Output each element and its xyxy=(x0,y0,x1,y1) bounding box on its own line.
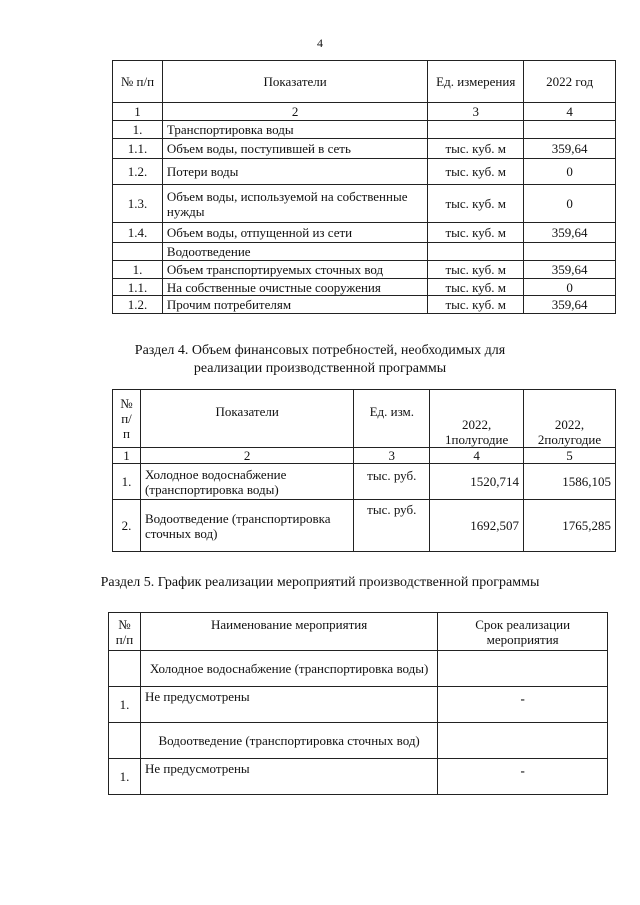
row-number: 1.2. xyxy=(113,296,163,314)
row-term: - xyxy=(438,759,608,795)
financial-needs-table xyxy=(112,389,616,552)
table-row xyxy=(113,159,616,185)
col-header-h2: 2022, 2полугодие xyxy=(524,390,616,448)
row-name: Транспортировка воды xyxy=(162,121,427,139)
row-h1: 1692,507 xyxy=(430,500,524,552)
row-value: 0 xyxy=(524,159,616,185)
col-header-indicator: Показатели xyxy=(140,390,353,448)
col-header-h1: 2022, 1полугодие xyxy=(430,390,524,448)
empty-cell xyxy=(109,723,141,759)
schedule-table xyxy=(108,612,608,795)
col-header-activity: Наименование мероприятия xyxy=(140,613,437,651)
table-row xyxy=(113,121,616,139)
row-number: 1. xyxy=(113,121,163,139)
row-value: 359,64 xyxy=(524,139,616,159)
group-title: Водоотведение (транспортировка сточных вод) xyxy=(140,723,437,759)
row-name: Потери воды xyxy=(162,159,427,185)
col-header-unit: Ед. изм. xyxy=(354,390,430,448)
col-index: 1 xyxy=(113,448,141,464)
row-number: 1. xyxy=(109,687,141,723)
row-name: Объем воды, отпущенной из сети xyxy=(162,223,427,243)
col-header-year: 2022 год xyxy=(524,61,616,103)
table-row xyxy=(113,261,616,279)
row-unit: тыс. куб. м xyxy=(428,296,524,314)
row-value: 0 xyxy=(524,185,616,223)
table-row xyxy=(113,243,616,261)
group-row xyxy=(109,723,608,759)
col-index: 4 xyxy=(430,448,524,464)
col-index: 4 xyxy=(524,103,616,121)
table-row xyxy=(113,500,616,552)
row-value: 0 xyxy=(524,279,616,296)
row-unit: тыс. куб. м xyxy=(428,139,524,159)
row-name: Не предусмотрены xyxy=(140,759,437,795)
row-value xyxy=(524,121,616,139)
row-h2: 1765,285 xyxy=(524,500,616,552)
table-row xyxy=(113,223,616,243)
row-value: 359,64 xyxy=(524,223,616,243)
row-number: 1. xyxy=(113,464,141,500)
row-h1: 1520,714 xyxy=(430,464,524,500)
col-index: 1 xyxy=(113,103,163,121)
table-row xyxy=(113,279,616,296)
table-row xyxy=(113,464,616,500)
row-name: Прочим потребителям xyxy=(162,296,427,314)
row-name: Водоотведение (транспортировка сточных вод) xyxy=(140,500,353,552)
row-h2: 1586,105 xyxy=(524,464,616,500)
row-name: Объем воды, используемой на собственные нужды xyxy=(162,185,427,223)
row-number: 2. xyxy=(113,500,141,552)
col-header-number: № п/ п xyxy=(113,390,141,448)
row-unit: тыс. куб. м xyxy=(428,185,524,223)
col-index: 3 xyxy=(428,103,524,121)
row-number: 1.4. xyxy=(113,223,163,243)
indicators-table xyxy=(112,60,616,314)
row-name: Холодное водоснабжение (транспортировка воды) xyxy=(140,464,353,500)
col-index: 2 xyxy=(140,448,353,464)
row-unit xyxy=(428,121,524,139)
col-header-indicator: Показатели xyxy=(162,61,427,103)
row-name: Водоотведение xyxy=(162,243,427,261)
row-number: 1.2. xyxy=(113,159,163,185)
row-value: 359,64 xyxy=(524,261,616,279)
row-term: - xyxy=(438,687,608,723)
row-name: На собственные очистные сооружения xyxy=(162,279,427,296)
row-value xyxy=(524,243,616,261)
row-number: 1. xyxy=(109,759,141,795)
row-number: 1.3. xyxy=(113,185,163,223)
row-unit xyxy=(428,243,524,261)
col-header-number: № п/п xyxy=(109,613,141,651)
row-unit: тыс. куб. м xyxy=(428,159,524,185)
row-unit: тыс. куб. м xyxy=(428,223,524,243)
row-unit: тыс. руб. xyxy=(354,500,430,552)
row-number: 1. xyxy=(113,261,163,279)
row-name: Объем воды, поступившей в сеть xyxy=(162,139,427,159)
col-index: 5 xyxy=(524,448,616,464)
table-row xyxy=(109,687,608,723)
col-index: 3 xyxy=(354,448,430,464)
table-row xyxy=(109,759,608,795)
table-row xyxy=(113,185,616,223)
row-number xyxy=(113,243,163,261)
table-row xyxy=(113,139,616,159)
empty-cell xyxy=(109,651,141,687)
group-row xyxy=(109,651,608,687)
empty-cell xyxy=(438,723,608,759)
col-header-term: Срок реализации мероприятия xyxy=(438,613,608,651)
row-value: 359,64 xyxy=(524,296,616,314)
row-unit: тыс. куб. м xyxy=(428,279,524,296)
row-number: 1.1. xyxy=(113,279,163,296)
empty-cell xyxy=(438,651,608,687)
row-unit: тыс. куб. м xyxy=(428,261,524,279)
row-unit: тыс. руб. xyxy=(354,464,430,500)
col-index: 2 xyxy=(162,103,427,121)
section4-title: Раздел 4. Объем финансовых потребностей, необходимых для реализации производственной программы xyxy=(134,343,506,376)
page-number: 4 xyxy=(317,36,323,50)
section5-title: Раздел 5. График реализации мероприятий производственной программы xyxy=(100,575,540,590)
table-row xyxy=(113,296,616,314)
col-header-number: № п/п xyxy=(113,61,163,103)
row-number: 1.1. xyxy=(113,139,163,159)
row-name: Объем транспортируемых сточных вод xyxy=(162,261,427,279)
col-header-unit: Ед. измерения xyxy=(428,61,524,103)
row-name: Не предусмотрены xyxy=(140,687,437,723)
group-title: Холодное водоснабжение (транспортировка воды) xyxy=(140,651,437,687)
